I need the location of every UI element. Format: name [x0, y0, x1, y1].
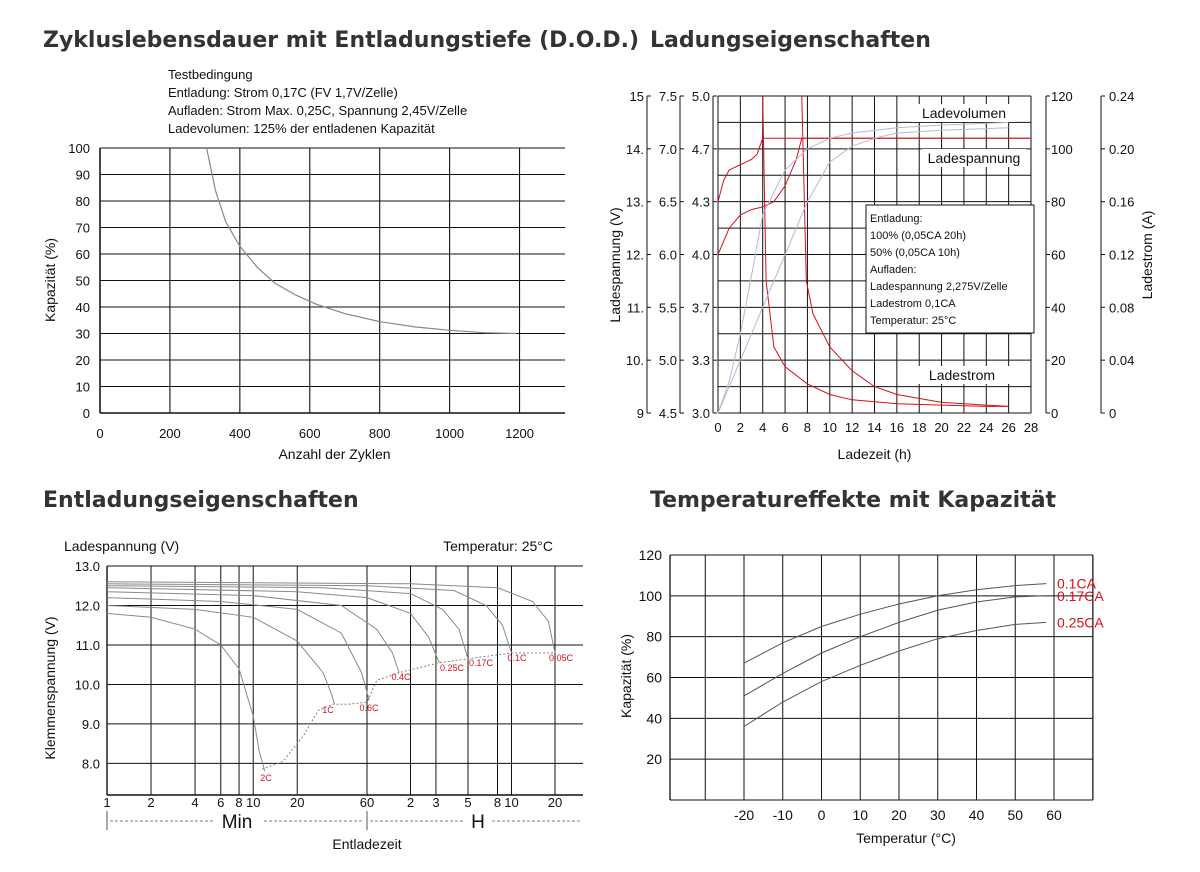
charge-x-tick: 4: [759, 420, 767, 435]
temp-y-label: Kapazität (%): [618, 633, 634, 719]
cycle-x-tick: 1000: [435, 426, 465, 441]
charge-condition-line: Entladung:: [870, 213, 923, 225]
discharge-rate-label: 0.1C: [507, 653, 527, 663]
discharge-x-tick: 4: [191, 795, 199, 810]
charge-left-tick: 4.3: [691, 194, 710, 210]
charge-x-tick: 22: [956, 420, 972, 435]
discharge-x-label: Entladezeit: [332, 836, 402, 852]
charge-volume-tick: 80: [1051, 194, 1066, 210]
cycle-y-tick: 30: [75, 326, 90, 342]
temp-curve-0.17CA: [744, 596, 1046, 696]
charge-left-tick: 4.7: [691, 141, 710, 157]
charge-current-tick: 0.24: [1109, 89, 1135, 104]
charge-left-tick: 6.5: [658, 194, 677, 210]
charge-x-tick: 2: [736, 420, 744, 435]
discharge-min-label: Min: [221, 812, 253, 833]
charge-curve-label: Ladespannung: [927, 150, 1021, 166]
charge-curve-label: Ladevolumen: [921, 105, 1007, 121]
cycle-life-title: Zykluslebensdauer mit Entladungstiefe (D.O.D.): [43, 28, 639, 53]
temp-x-tick: -20: [733, 807, 755, 823]
charge-left-tick: 5.0: [658, 353, 677, 369]
temp-y-tick: 60: [646, 669, 662, 686]
cycle-x-tick: 200: [159, 426, 181, 441]
discharge-curve-0.05C: [107, 582, 555, 653]
discharge-temperature: Temperatur: 25°C: [443, 538, 553, 554]
charge-condition-line: Temperatur: 25°C: [870, 315, 957, 327]
charge-left-tick: 7.5: [658, 89, 677, 104]
charge-x-tick: 14: [867, 420, 882, 435]
cycle-note: Aufladen: Strom Max. 0,25C, Spannung 2,45V/Zelle: [168, 103, 468, 118]
charge-left-tick: 4.5: [658, 406, 677, 421]
cycle-x-tick: 800: [368, 426, 391, 441]
discharge-x-tick: 20: [547, 795, 563, 810]
charge-x-tick: 12: [844, 420, 860, 435]
charge-current-tick: 0.12: [1109, 247, 1135, 263]
discharge-curve-0.1C: [107, 584, 512, 653]
cycle-y-label: Kapazität (%): [42, 237, 58, 323]
discharge-h-label: H: [471, 812, 485, 833]
discharge-rate-label: 0.17C: [468, 658, 494, 668]
temp-x-tick: 10: [852, 807, 869, 823]
discharge-rate-label: 0.25C: [439, 663, 465, 673]
cycle-y-tick: 70: [75, 220, 90, 236]
cycle-note: Testbedingung: [168, 67, 253, 82]
temp-x-tick: 0: [817, 807, 826, 823]
charge-volume-tick: 20: [1051, 353, 1066, 369]
charge-left-tick: 11.: [626, 300, 644, 316]
charge-left-tick: 5.0: [691, 89, 710, 104]
charge-condition-line: 100% (0,05CA 20h): [870, 230, 967, 242]
discharge-rate-label: 0.4C: [391, 672, 411, 682]
charge-y-label: Ladespannung (V): [607, 207, 623, 323]
cycle-x-tick: 400: [228, 426, 251, 441]
charge-left-tick: 5.5: [658, 300, 677, 316]
charge-x-tick: 20: [934, 420, 949, 435]
discharge-x-tick: 60: [359, 795, 375, 810]
temp-x-tick: 50: [1007, 807, 1024, 823]
temp-y-tick: 100: [638, 587, 662, 604]
discharge-y-tick: 10.0: [74, 677, 100, 693]
charge-volume-tick: 0: [1051, 406, 1059, 421]
cycle-y-tick: 80: [75, 194, 90, 209]
discharge-x-tick: 20: [290, 795, 305, 810]
cycle-x-label: Anzahl der Zyklen: [278, 446, 391, 462]
charge-left-tick: 3.7: [691, 300, 710, 316]
discharge-x-tick: 2: [406, 795, 415, 810]
charge-x-tick: 10: [822, 420, 838, 435]
cycle-note: Entladung: Strom 0,17C (FV 1,7V/Zelle): [168, 85, 398, 100]
charge-x-tick: 28: [1023, 420, 1039, 435]
discharge-x-tick: 5: [464, 795, 472, 810]
charge-current-tick: 0.16: [1109, 194, 1135, 210]
discharge-rate-label: 0.6C: [359, 703, 379, 713]
cycle-life-curve: [207, 148, 516, 334]
charge-condition-line: Ladespannung 2,275V/Zelle: [870, 281, 1008, 293]
cycle-y-tick: 10: [75, 379, 90, 395]
discharge-y-label: Klemmenspannung (V): [42, 616, 58, 760]
charge-left-tick: 3.0: [691, 406, 710, 421]
cycle-note: Ladevolumen: 125% der entladenen Kapazität: [168, 121, 435, 136]
charge-x-tick: 16: [889, 420, 905, 435]
cycle-y-tick: 90: [75, 167, 90, 183]
charge-x-tick: 8: [803, 420, 812, 435]
discharge-y-tick: 13.0: [74, 559, 100, 574]
charge-condition-line: 50% (0,05CA 10h): [870, 247, 960, 259]
temp-y-tick: 40: [646, 710, 662, 727]
discharge-rate-label: 0.05C: [548, 653, 574, 663]
cycle-y-tick: 100: [68, 141, 90, 156]
discharge-y-tick: 8.0: [81, 756, 100, 772]
discharge-rate-label: 1C: [322, 705, 334, 715]
temp-y-tick: 80: [646, 628, 662, 645]
discharge-x-tick: 8: [493, 795, 502, 810]
charge-x-tick: 0: [714, 420, 722, 435]
cycle-y-tick: 20: [75, 353, 90, 368]
temp-x-tick: 40: [968, 807, 985, 823]
charge-left-tick: 15: [629, 89, 644, 104]
discharge-curve-2C: [107, 613, 265, 771]
temp-series-label: 0.17CA: [1057, 587, 1104, 604]
charge-left-tick: 9: [636, 406, 644, 421]
charge-left-tick: 4.0: [691, 247, 710, 263]
charge-volume-tick: 100: [1051, 141, 1073, 157]
charge-volume-tick: 120: [1051, 89, 1073, 104]
discharge-y-tick: 9.0: [81, 716, 100, 732]
charge-left-tick: 12.: [625, 247, 644, 263]
discharge-x-tick: 10: [245, 795, 261, 810]
charge-current-tick: 0.20: [1109, 141, 1135, 157]
charge-x-tick: 18: [911, 420, 927, 435]
temp-y-tick: 20: [646, 751, 662, 768]
cycle-x-tick: 600: [298, 426, 321, 441]
charge-x-tick: 6: [781, 420, 789, 435]
discharge-x-tick: 10: [504, 795, 519, 810]
temp-x-tick: 20: [891, 807, 907, 823]
discharge-y-tick: 12.0: [74, 598, 100, 614]
charge-x-tick: 24: [979, 420, 994, 435]
charge-curve-label: Ladestrom: [928, 367, 996, 383]
charge-title: Ladungseigenschaften: [650, 28, 931, 53]
temp-y-tick: 120: [638, 547, 662, 563]
cycle-y-tick: 60: [75, 247, 90, 262]
charge-left-tick: 3.3: [691, 353, 710, 369]
charge-left-tick: 14.: [625, 141, 644, 157]
cycle-y-tick: 0: [82, 406, 90, 421]
charge-left-tick: 13.: [625, 194, 644, 210]
charge-current-tick: 0: [1109, 406, 1117, 421]
discharge-x-tick: 6: [217, 795, 225, 810]
temp-x-tick: 30: [929, 807, 946, 823]
temp-series-label: 0.1CA: [1057, 575, 1096, 592]
discharge-title: Entladungseigenschaften: [43, 488, 359, 513]
charge-left-tick: 7.0: [658, 141, 677, 157]
charge-current-tick: 0.08: [1109, 300, 1135, 316]
cycle-y-tick: 50: [75, 273, 90, 289]
discharge-x-tick: 1: [103, 795, 111, 810]
charge-condition-line: Aufladen:: [870, 264, 917, 276]
temp-series-label: 0.25CA: [1057, 614, 1104, 631]
discharge-x-tick: 8: [235, 795, 243, 810]
cycle-x-tick: 0: [96, 426, 104, 441]
discharge-x-tick: 2: [147, 795, 155, 810]
temp-x-tick: -10: [772, 807, 793, 823]
temp-x-tick: 60: [1046, 807, 1062, 823]
temp-curve-0.25CA: [744, 622, 1046, 726]
charge-y-right-label: Ladestrom (A): [1139, 210, 1155, 300]
charge-x-tick: 26: [1001, 420, 1016, 435]
charge-left-tick: 6.0: [658, 247, 677, 263]
discharge-curve-0.17C: [107, 586, 468, 659]
charge-condition-line: Ladestrom 0,1CA: [870, 298, 956, 310]
temperature-title: Temperatureffekte mit Kapazität: [650, 488, 1057, 513]
charge-x-label: Ladezeit (h): [837, 446, 912, 462]
discharge-rate-label: 2C: [260, 773, 272, 783]
discharge-top-label: Ladespannung (V): [64, 538, 180, 554]
cycle-y-tick: 40: [75, 300, 90, 315]
discharge-x-tick: 3: [432, 795, 440, 810]
cycle-x-tick: 1200: [505, 426, 535, 441]
charge-volume-tick: 60: [1051, 247, 1066, 263]
discharge-y-tick: 11.0: [75, 637, 100, 653]
charge-current-tick: 0.04: [1109, 353, 1135, 369]
temp-x-label: Temperatur (°C): [856, 830, 956, 846]
charge-volume-tick: 40: [1051, 300, 1066, 316]
charge-left-tick: 10.: [625, 353, 644, 369]
